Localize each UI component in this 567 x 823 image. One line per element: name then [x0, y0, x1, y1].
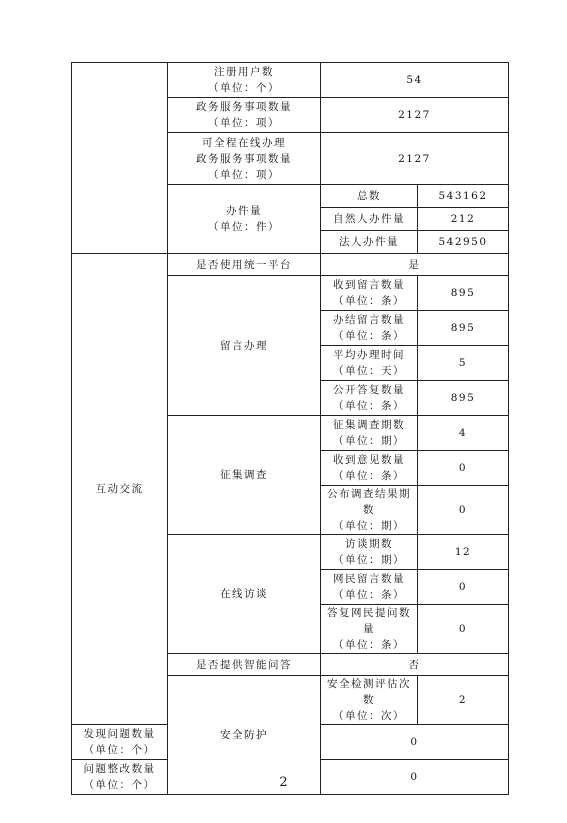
statistics-table	[71, 62, 509, 795]
row-label-problems-found: 发现问题数量 （单位：个）	[72, 725, 168, 760]
sub-label-legal-person: 法人办件量	[321, 231, 418, 254]
value-opinions-received: 0	[418, 451, 509, 486]
value-service-items: 2127	[321, 98, 509, 133]
category-interaction: 互动交流	[72, 254, 168, 725]
value-total: 543162	[418, 185, 509, 208]
sub-label-public-replies: 公开答复数量 （单位：条）	[321, 381, 418, 416]
sub-label-concluded-messages: 办结留言数量 （单位：条）	[321, 311, 418, 346]
sub-label-total: 总数	[321, 185, 418, 208]
value-unified-platform: 是	[321, 254, 509, 276]
row-label-problems-fixed: 问题整改数量 （单位：个）	[72, 760, 168, 795]
value-netizen-replies: 0	[418, 605, 509, 654]
value-legal-person: 542950	[418, 231, 509, 254]
value-smart-qa: 否	[321, 654, 509, 676]
page-number: 2	[279, 775, 288, 790]
sub-label-interview-periods: 访谈期数 （单位：期）	[321, 535, 418, 570]
value-interview-periods: 12	[418, 535, 509, 570]
value-problems-fixed: 0	[321, 760, 509, 795]
sub-label-average-time: 平均办理时间 （单位：天）	[321, 346, 418, 381]
row-label-service-items: 政务服务事项数量 （单位：项）	[168, 98, 321, 133]
category-security: 安全防护	[168, 676, 321, 795]
sub-label-netizen-replies: 答复网民提问数量 （单位：条）	[321, 605, 418, 654]
row-label-unified-platform: 是否使用统一平台	[168, 254, 321, 276]
category-cell-blank	[72, 63, 168, 254]
row-label-cases: 办件量 （单位：件）	[168, 185, 321, 254]
value-received-messages: 895	[418, 276, 509, 311]
sub-label-survey-periods: 征集调查期数 （单位：期）	[321, 416, 418, 451]
sub-label-opinions-received: 收到意见数量 （单位：条）	[321, 451, 418, 486]
value-natural-person: 212	[418, 208, 509, 231]
sub-label-netizen-messages: 网民留言数量 （单位：条）	[321, 570, 418, 605]
value-online-items: 2127	[321, 133, 509, 185]
value-netizen-messages: 0	[418, 570, 509, 605]
table-row	[72, 63, 509, 98]
row-label-smart-qa: 是否提供智能问答	[168, 654, 321, 676]
value-evaluations: 2	[418, 676, 509, 725]
value-survey-periods: 4	[418, 416, 509, 451]
sub-label-natural-person: 自然人办件量	[321, 208, 418, 231]
group-survey: 征集调查	[168, 416, 321, 535]
value-public-replies: 895	[418, 381, 509, 416]
table-row	[72, 254, 509, 276]
group-interview: 在线访谈	[168, 535, 321, 654]
value-problems-found: 0	[321, 725, 509, 760]
value-survey-results: 0	[418, 486, 509, 535]
value-concluded-messages: 895	[418, 311, 509, 346]
row-label-registered-users: 注册用户数 （单位：个）	[168, 63, 321, 98]
group-messages: 留言办理	[168, 276, 321, 416]
row-label-online-items: 可全程在线办理 政务服务事项数量 （单位：项）	[168, 133, 321, 185]
sub-label-survey-results: 公布调查结果期数 （单位：期）	[321, 486, 418, 535]
value-average-time: 5	[418, 346, 509, 381]
value-registered-users: 54	[321, 63, 509, 98]
row-label-evaluations: 安全检测评估次数 （单位：次）	[321, 676, 418, 725]
sub-label-received-messages: 收到留言数量 （单位：条）	[321, 276, 418, 311]
